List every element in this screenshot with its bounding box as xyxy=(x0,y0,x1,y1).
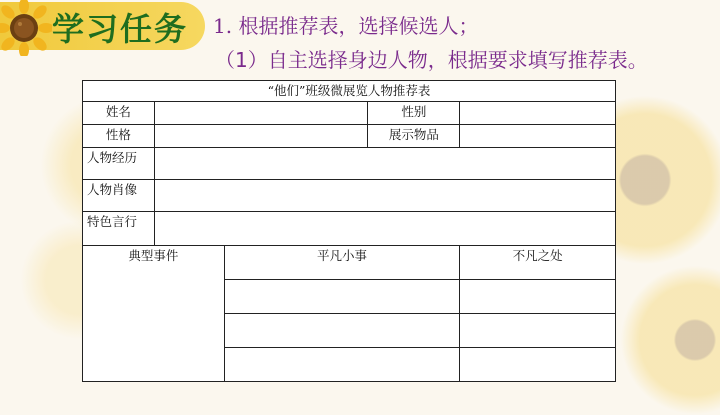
sunflower-icon xyxy=(0,0,52,56)
events-label: 典型事件 xyxy=(83,246,225,382)
recommendation-table xyxy=(82,80,616,382)
title-badge xyxy=(0,2,205,50)
ordinary-field[interactable] xyxy=(224,314,460,348)
table-row xyxy=(83,102,616,125)
ordinary-label: 平凡小事 xyxy=(224,246,460,280)
table-row xyxy=(83,212,616,246)
exhibit-field[interactable] xyxy=(460,125,616,148)
task-subline: （1）自主选择身边人物，根据要求填写推荐表。 xyxy=(215,48,648,72)
exhibit-label: 展示物品 xyxy=(368,125,460,148)
name-label: 姓名 xyxy=(83,102,155,125)
speech-field[interactable] xyxy=(154,212,615,246)
task-line: 1. 根据推荐表，选择候选人； xyxy=(213,14,479,38)
character-field[interactable] xyxy=(154,125,368,148)
portrait-field[interactable] xyxy=(154,180,615,212)
experience-field[interactable] xyxy=(154,148,615,180)
ordinary-field[interactable] xyxy=(224,348,460,382)
extraordinary-field[interactable] xyxy=(460,280,616,314)
ordinary-field[interactable] xyxy=(224,280,460,314)
experience-label: 人物经历 xyxy=(83,148,155,180)
table-caption: “他们”班级微展览人物推荐表 xyxy=(83,81,616,102)
name-field[interactable] xyxy=(154,102,368,125)
extraordinary-label: 不凡之处 xyxy=(460,246,616,280)
speech-label: 特色言行 xyxy=(83,212,155,246)
extraordinary-field[interactable] xyxy=(460,348,616,382)
character-label: 性格 xyxy=(83,125,155,148)
portrait-label: 人物肖像 xyxy=(83,180,155,212)
table-row xyxy=(83,148,616,180)
table-caption-row xyxy=(83,81,616,102)
extraordinary-field[interactable] xyxy=(460,314,616,348)
table-row xyxy=(83,246,616,280)
table-row xyxy=(83,180,616,212)
background-sunflower-bottom-right xyxy=(620,265,720,415)
table-row xyxy=(83,125,616,148)
gender-label: 性别 xyxy=(368,102,460,125)
gender-field[interactable] xyxy=(460,102,616,125)
badge-title: 学习任务 xyxy=(52,10,189,48)
